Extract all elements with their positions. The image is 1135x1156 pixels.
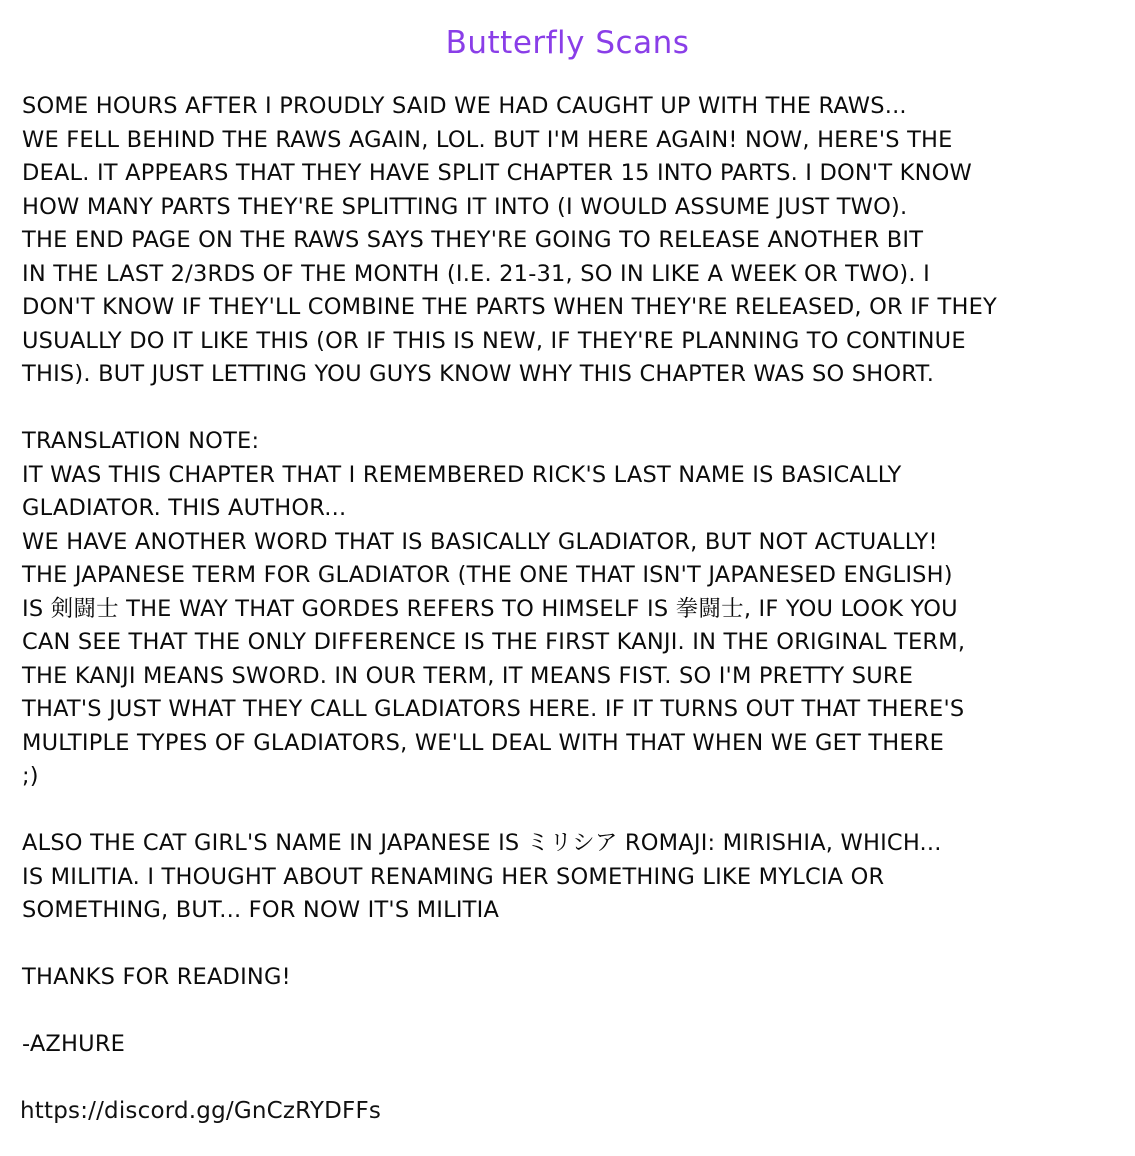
note-line-blank [22,794,1115,828]
note-line: SOMETHING, BUT... FOR NOW IT'S MILITIA [22,897,500,924]
note-line: CAN SEE THAT THE ONLY DIFFERENCE IS THE FIRST KANJI. IN THE ORIGINAL TERM, [22,629,966,656]
note-line: IN THE LAST 2/3RDS OF THE MONTH (I.E. 21-31, SO IN LIKE A WEEK OR TWO). I [22,260,930,287]
note-line: IT WAS THIS CHAPTER THAT I REMEMBERED RICK'S LAST NAME IS BASICALLY [22,461,902,488]
note-line-blank [22,928,1115,962]
note-line: SOME HOURS AFTER I PROUDLY SAID WE HAD CAUGHT UP WITH THE RAWS... [22,93,907,120]
note-line-blank [22,995,1115,1029]
note-line: TRANSLATION NOTE: [22,428,260,455]
note-line: HOW MANY PARTS THEY'RE SPLITTING IT INTO (I WOULD ASSUME JUST TWO). [22,193,908,220]
note-line: THANKS FOR READING! [22,964,291,991]
discord-invite-link[interactable]: https://discord.gg/GnCzRYDFFs [20,1098,382,1124]
note-line: GLADIATOR. THIS AUTHOR... [22,495,347,522]
note-line: THAT'S JUST WHAT THEY CALL GLADIATORS HERE. IF IT TURNS OUT THAT THERE'S [22,696,965,723]
note-line: WE HAVE ANOTHER WORD THAT IS BASICALLY GLADIATOR, BUT NOT ACTUALLY! [22,528,938,555]
note-line: MULTIPLE TYPES OF GLADIATORS, WE'LL DEAL WITH THAT WHEN WE GET THERE [22,729,945,756]
note-line: THE JAPANESE TERM FOR GLADIATOR (THE ONE THAT ISN'T JAPANESED ENGLISH) [22,562,953,589]
note-text-block [20,90,1115,1062]
note-line: USUALLY DO IT LIKE THIS (OR IF THIS IS NEW, IF THEY'RE PLANNING TO CONTINUE [22,327,966,354]
page-title: Butterfly Scans [445,25,690,61]
note-line: IS 剣闘士 THE WAY THAT GORDES REFERS TO HIMSELF IS 拳闘士, IF YOU LOOK YOU [22,595,958,622]
note-line: ;) [22,763,39,790]
note-line: DON'T KNOW IF THEY'LL COMBINE THE PARTS WHEN THEY'RE RELEASED, OR IF THEY [22,294,997,321]
note-line-blank [22,392,1115,426]
note-line: THE END PAGE ON THE RAWS SAYS THEY'RE GOING TO RELEASE ANOTHER BIT [22,227,924,254]
note-line: ALSO THE CAT GIRL'S NAME IN JAPANESE IS ミリシア ROMAJI: MIRISHIA, WHICH... [22,830,942,857]
note-line: THE KANJI MEANS SWORD. IN OUR TERM, IT MEANS FIST. SO I'M PRETTY SURE [22,662,914,689]
note-line: DEAL. IT APPEARS THAT THEY HAVE SPLIT CHAPTER 15 INTO PARTS. I DON'T KNOW [22,160,972,187]
note-line: THIS). BUT JUST LETTING YOU GUYS KNOW WHY THIS CHAPTER WAS SO SHORT. [22,361,935,388]
note-line: IS MILITIA. I THOUGHT ABOUT RENAMING HER SOMETHING LIKE MYLCIA OR [22,863,885,890]
note-line: WE FELL BEHIND THE RAWS AGAIN, LOL. BUT I'M HERE AGAIN! NOW, HERE'S THE [22,126,953,153]
note-line: -AZHURE [22,1031,126,1058]
